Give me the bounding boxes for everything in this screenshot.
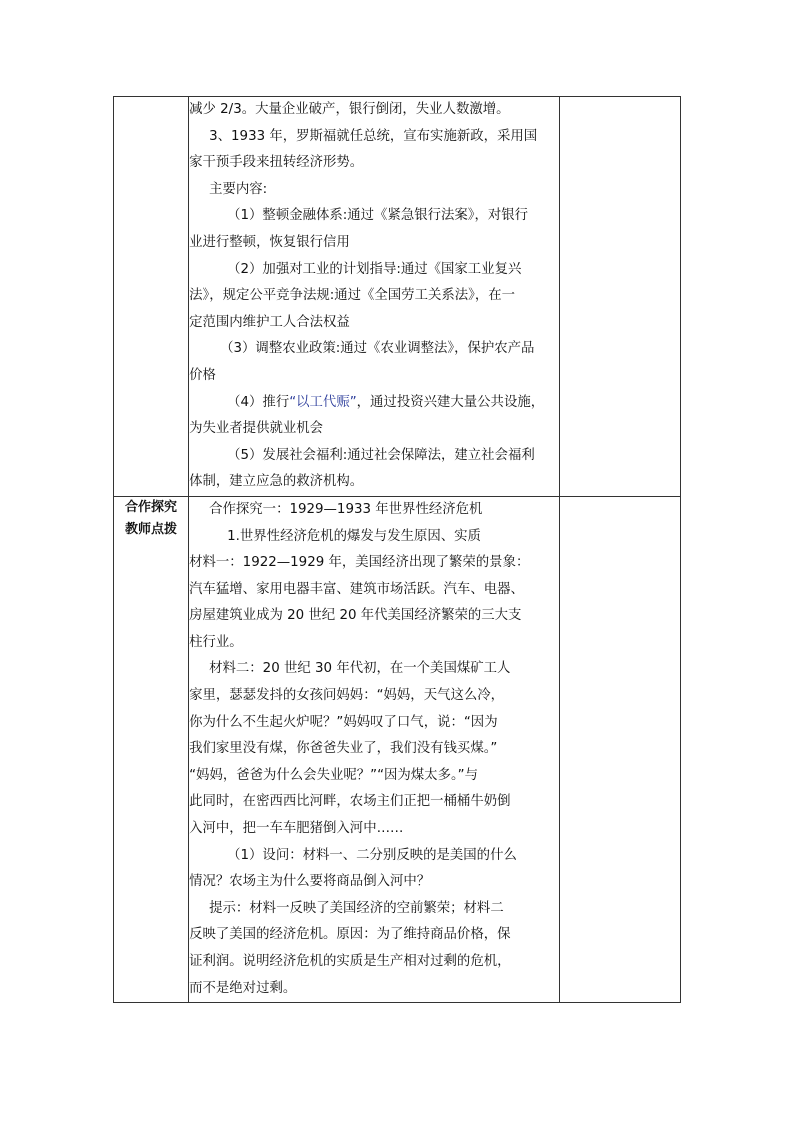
text-line: 汽车猛增、家用电器丰富、建筑市场活跃。汽车、电器、 bbox=[189, 581, 524, 597]
text-line: 法》，规定公平竞争法规:通过《全国劳工关系法》，在一 bbox=[189, 288, 516, 304]
text-line: 材料二：20 世纪 30 年代初，在一个美国煤矿工人 bbox=[209, 661, 511, 677]
text-line: 房屋建筑业成为 20 世纪 20 年代美国经济繁荣的三大支 bbox=[189, 608, 522, 624]
section-label-line: 合作探究 bbox=[125, 499, 178, 515]
text-line: 而不是绝对过剩。 bbox=[189, 980, 297, 996]
text-line: 入河中，把一车车肥猪倒入河中…… bbox=[189, 821, 404, 837]
table-row bbox=[114, 496, 681, 1002]
text-segment: ，通过投资兴建大量公共设施， bbox=[356, 394, 545, 410]
text-line: 材料一：1922—1929 年，美国经济出现了繁荣的景象： bbox=[189, 555, 530, 571]
text-line: 减少 2/3。大量企业破产，银行倒闭，失业人数激增。 bbox=[189, 102, 510, 117]
section-label bbox=[125, 497, 177, 541]
text-line: （2）加强对工业的计划指导:通过《国家工业复兴 bbox=[227, 261, 522, 277]
text-line: 1.世界性经济危机的爆发与发生原因、实质 bbox=[227, 528, 481, 544]
text-line: 你为什么不生起火炉呢？”妈妈叹了口气，说：“因为 bbox=[189, 714, 498, 730]
text-line: 为失业者提供就业机会 bbox=[189, 421, 324, 437]
notes-cell bbox=[559, 496, 680, 1002]
section-label-cell bbox=[114, 496, 189, 1002]
text-segment: （4）推行 bbox=[227, 394, 290, 410]
text-line: 主要内容: bbox=[209, 181, 268, 197]
text-line: 证利润。说明经济危机的实质是生产相对过剩的危机， bbox=[189, 954, 511, 969]
text-line: 情况？农场主为什么要将商品倒入河中？ bbox=[189, 874, 431, 890]
text-line: 家干预手段来扭转经济形势。 bbox=[189, 155, 364, 171]
text-line: （5）发展社会福利:通过社会保障法，建立社会福利 bbox=[227, 447, 535, 463]
text-line: 业进行整顿，恢复银行信用 bbox=[189, 234, 350, 250]
text-line: （3）调整农业政策:通过《农业调整法》，保护农产品 bbox=[220, 341, 535, 357]
section-label-cell bbox=[114, 97, 189, 497]
section-label-line: 教师点拨 bbox=[125, 521, 178, 537]
text-line: 此同时，在密西西比河畔，农场主们正把一桶桶牛奶倒 bbox=[189, 794, 511, 810]
text-line: 价格 bbox=[189, 367, 216, 383]
text-line: 提示：材料一反映了美国经济的空前繁荣；材料二 bbox=[209, 900, 504, 916]
text-line: 3、1933 年，罗斯福就任总统，宣布实施新政，采用国 bbox=[209, 128, 538, 144]
text-line: “妈妈，爸爸为什么会失业呢？”“因为煤太多。”与 bbox=[189, 767, 478, 783]
content-cell bbox=[189, 97, 560, 497]
text-line: 柱行业。 bbox=[189, 634, 243, 650]
text-line: （1）整顿金融体系:通过《紧急银行法案》，对银行 bbox=[227, 208, 529, 224]
lesson-plan-table bbox=[113, 96, 681, 1003]
text-line: 合作探究一：1929—1933 年世界性经济危机 bbox=[209, 501, 483, 517]
text-line: 我们家里没有煤，你爸爸失业了，我们没有钱买煤。” bbox=[189, 741, 498, 757]
content-cell bbox=[189, 496, 560, 1002]
text-line: 体制，建立应急的救济机构。 bbox=[189, 474, 364, 490]
text-line: 家里，瑟瑟发抖的女孩问妈妈：“妈妈，天气这么冷， bbox=[189, 688, 505, 704]
text-line bbox=[189, 390, 559, 417]
text-line: （1）设问：材料一、二分别反映的是美国的什么 bbox=[227, 847, 517, 863]
notes-cell bbox=[559, 97, 680, 497]
highlighted-term: “以工代赈” bbox=[289, 394, 357, 410]
text-line: 定范围内维护工人合法权益 bbox=[189, 314, 350, 330]
table-row bbox=[114, 97, 681, 497]
text-line: 反映了美国的经济危机。原因：为了维持商品价格，保 bbox=[189, 927, 511, 943]
